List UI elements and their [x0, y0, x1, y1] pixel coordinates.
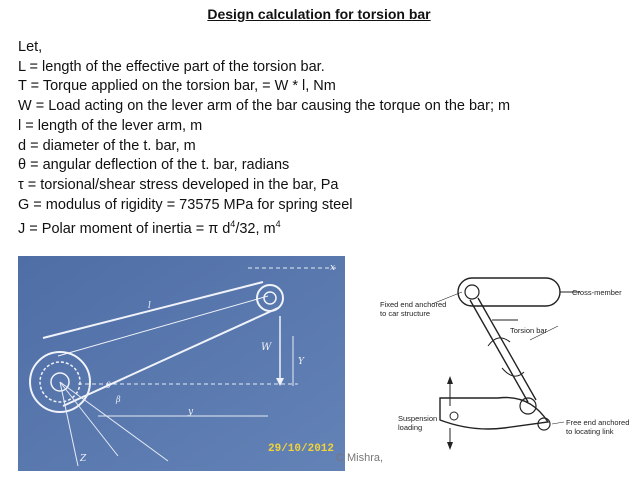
- photo-sketch: [18, 256, 345, 471]
- definition-line: T = Torque applied on the torsion bar, = W * l, Nm: [18, 78, 336, 95]
- label-free-end: Free end anchored to locating link: [566, 418, 630, 436]
- photo-label-Y: Y: [298, 357, 304, 367]
- photo-label-z: Z: [80, 454, 87, 464]
- definition-line: W = Load acting on the lever arm of the bar causing the torque on the bar; m: [18, 98, 511, 115]
- definition-line: θ = angular deflection of the t. bar, radians: [18, 157, 290, 174]
- photo-label-y: y: [188, 407, 194, 417]
- definition-line: L = length of the effective part of the torsion bar.: [18, 58, 325, 75]
- definition-line: τ = torsional/shear stress developed in the bar, Pa: [18, 176, 339, 193]
- polar-moment-line: J = Polar moment of inertia = π $d^4/32$, $m^4$: [18, 219, 281, 238]
- slide-title: Design calculation for torsion bar: [207, 6, 431, 22]
- definitions-list: [18, 38, 628, 240]
- definition-line: G = modulus of rigidity = 73575 MPa for spring steel: [18, 196, 353, 213]
- label-fixed-end: Fixed end anchored to car structure: [380, 300, 447, 318]
- photo-label-theta: θ: [106, 381, 111, 390]
- photo-label-beta: β: [116, 395, 121, 404]
- photo-label-l: l: [148, 301, 151, 311]
- label-cross-member: Cross-member: [572, 288, 622, 297]
- photo-label-w: W: [261, 342, 272, 353]
- photo-date-stamp: 29/10/2012: [268, 443, 335, 455]
- definition-line: Let,: [18, 39, 43, 55]
- torsion-bar-photo: [18, 256, 345, 471]
- author-credit: C Mishra,: [336, 452, 384, 464]
- definition-line: d = diameter of the t. bar, m: [18, 137, 196, 154]
- photo-label-x: x: [330, 263, 336, 273]
- label-torsion-bar: Torsion bar: [510, 326, 548, 335]
- label-suspension-loading: Suspension loading: [398, 414, 438, 432]
- definition-line: l = length of the lever arm, m: [18, 117, 203, 134]
- torsion-bar-diagram: [380, 270, 636, 450]
